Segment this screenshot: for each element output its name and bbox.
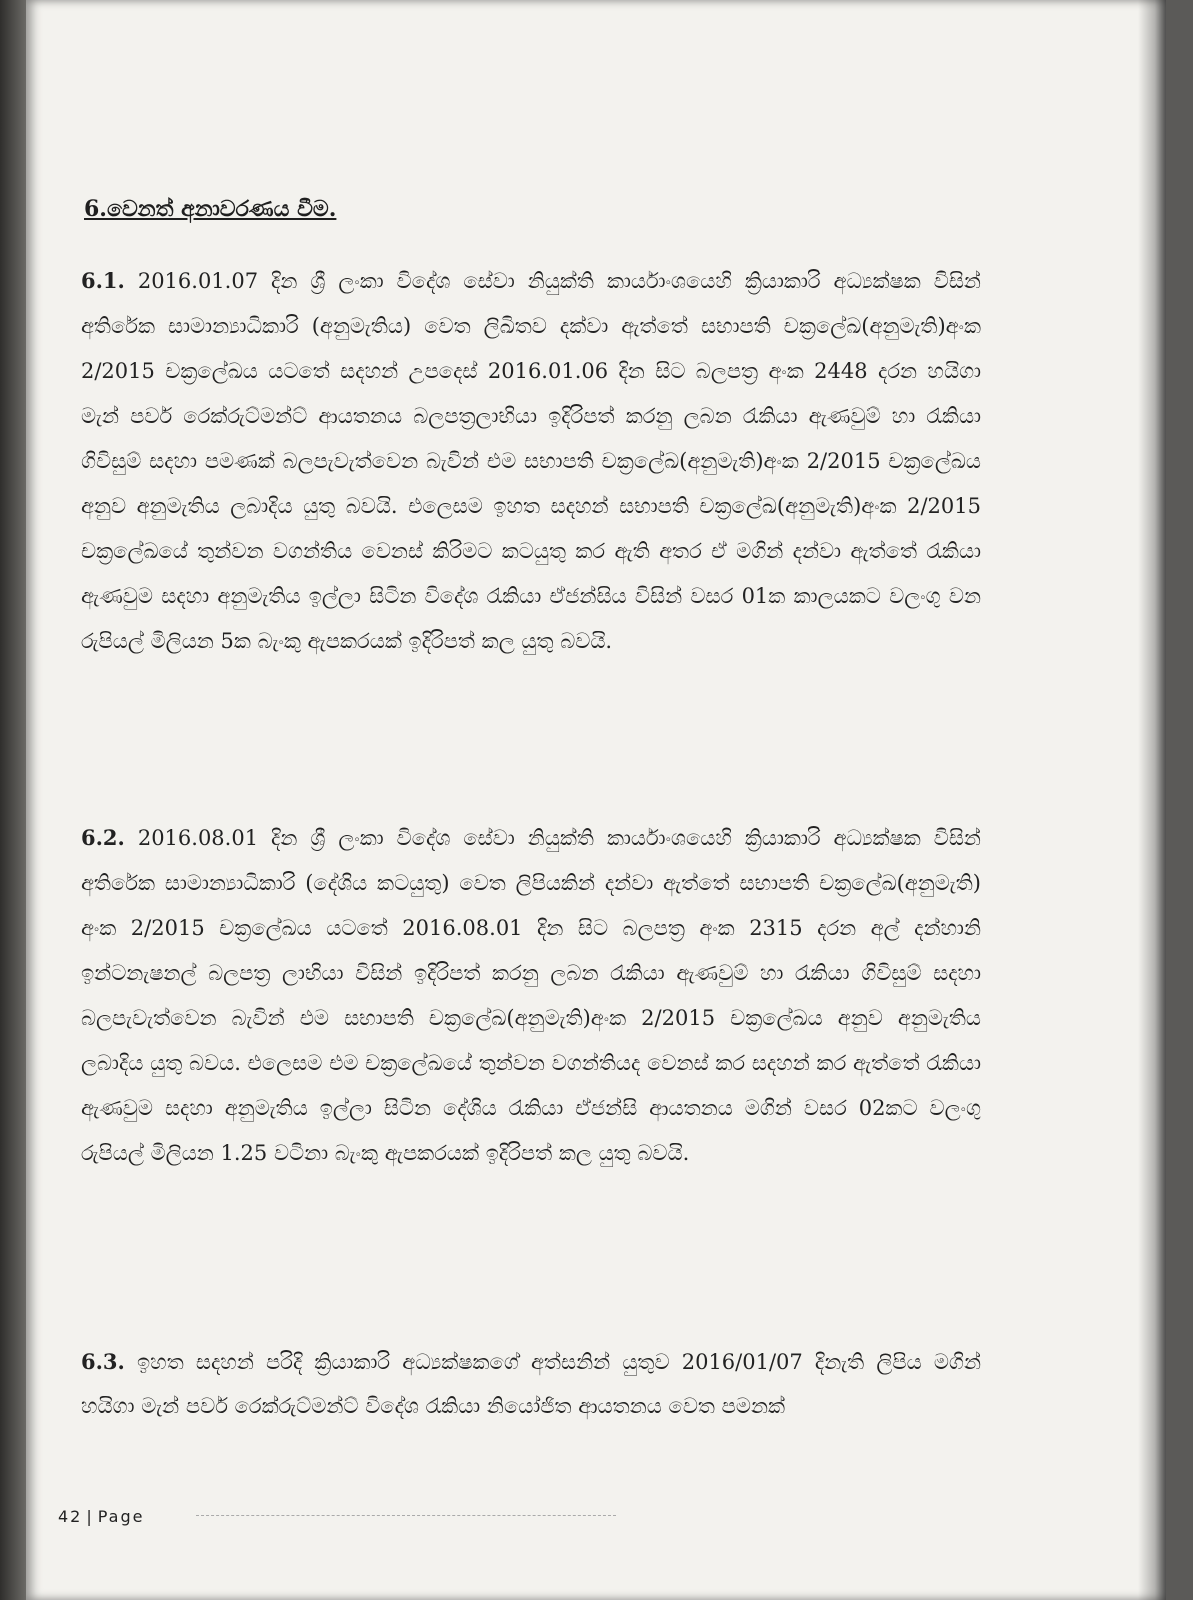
document-page — [26, 0, 1166, 1600]
page-label: Page — [97, 1507, 145, 1526]
paragraph-number: 6.2. — [81, 825, 125, 850]
section-heading: 6.වෙනත් අනාවරණය වීම. — [84, 196, 337, 222]
page-right-shadow — [1138, 0, 1166, 1600]
paragraph-number: 6.3. — [81, 1349, 125, 1374]
footer-divider — [196, 1515, 616, 1516]
paragraph-number: 6.1. — [81, 268, 125, 293]
paragraph-6-1 — [81, 258, 981, 664]
page-footer — [58, 1507, 144, 1526]
footer-separator: | — [86, 1507, 94, 1526]
page-number: 42 — [58, 1507, 83, 1526]
paragraph-text: 2016.01.07 දින ශ්‍රී ලංකා විදේශ සේවා නියුක්ති කාර්යාංශයෙහි ක්‍රියාකාරි අධ්‍යක්ෂක විසින් අතිරේක සාමාන්‍යාධිකාරි (අනුමැතිය) වෙත ලිඛිතව දක්වා ඇත්තේ සභාපති චක්‍රලේඛ(අනුමැති)අංක 2/2015 චක්‍රලේඛය යටතේ සදහන් උපදෙස් 2016.01.06 දින සිට බලපත්‍ර අංක 2448 දරන හයිගා මැන් පවර් රෙක්රුට්මන්ට් ආයතනය බලපත්‍රලාභියා ඉදිරිපත් කරනු ලබන රැකියා ඇණවුම් හා රැකියා ගිවිසුම් සදහා පමණක් බලපැවැත්වෙන බැවින් එම සභාපති චක්‍රලේඛ(අනුමැති)අංක 2/2015 චක්‍රලේඛය අනුව අනුමැතිය ලබාදිය යුතු බවයි. එලෙසම ඉහත සදහන් සභාපති චක්‍රලේඛ(අනුමැති)අංක 2/2015 චක්‍රලේඛයේ තුන්වන වගන්තිය වෙනස් කිරිමට කටයුතු කර ඇති අතර ඒ මගින් දන්වා ඇත්තේ රැකියා ඇණවුම සදහා අනුමැතිය ඉල්ලා සිටින විදේශ රැකියා ඒජන්සිය විසින් වසර 01ක කාලයකට වලංගු වන රුපියල් මිලියන 5ක බැංකු ඇපකරයක් ඉදිරිපත් කල යුතු බවයි. — [81, 269, 981, 653]
paragraph-6-2 — [81, 815, 981, 1176]
paragraph-6-3 — [81, 1340, 981, 1428]
paragraph-text: ඉහත සදහන් පරිදි ක්‍රියාකාරි අධ්‍යක්ෂකගේ අත්සනින් යුතුව 2016/01/07 දිනැති ලිපිය මගින් හයිගා මැන් පවර් රෙක්රුට්මන්ට් විදේශ රැකියා නියෝජිත ආයතනය වෙත පමනක් — [81, 1350, 981, 1418]
paragraph-text: 2016.08.01 දින ශ්‍රී ලංකා විදේශ සේවා නියුක්ති කාර්යාංශයෙහි ක්‍රියාකාරි අධ්‍යක්ෂක විසින් අතිරේක සාමාන්‍යාධිකාරි (දේශිය කටයුතු) වෙත ලිපියකින් දන්වා ඇත්තේ සභාපති චක්‍රලේඛ(අනුමැති) අංක 2/2015 චක්‍රලේඛය යටතේ 2016.08.01 දින සිට බලපත්‍ර අංක 2315 දරන අල් දන්හානි ඉන්ටනැෂනල් බලපත්‍ර ලාභියා විසින් ඉදිරිපත් කරනු ලබන රැකියා ඇණවුම් හා රැකියා ගිවිසුම් සදහා බලපැවැත්වෙන බැවින් එම සභාපති චක්‍රලේඛ(අනුමැති)අංක 2/2015 චක්‍රලේඛය අනුව අනුමැතිය ලබාදිය යුතු බවය. එලෙසම එම චක්‍රලේඛයේ තුන්වන වගන්තියද වෙනස් කර සදහන් කර ඇත්තේ රැකියා ඇණවුම සදහා අනුමැතිය ඉල්ලා සිටින දේශිය රැකියා ඒජන්සි ආයතනය මගින් වසර 02කට වලංගු රුපියල් මිලියන 1.25 වටිනා බැංකු ඇපකරයක් ඉදිරිපත් කල යුතු බවයි. — [81, 826, 981, 1165]
scan-left-edge — [0, 0, 26, 1600]
